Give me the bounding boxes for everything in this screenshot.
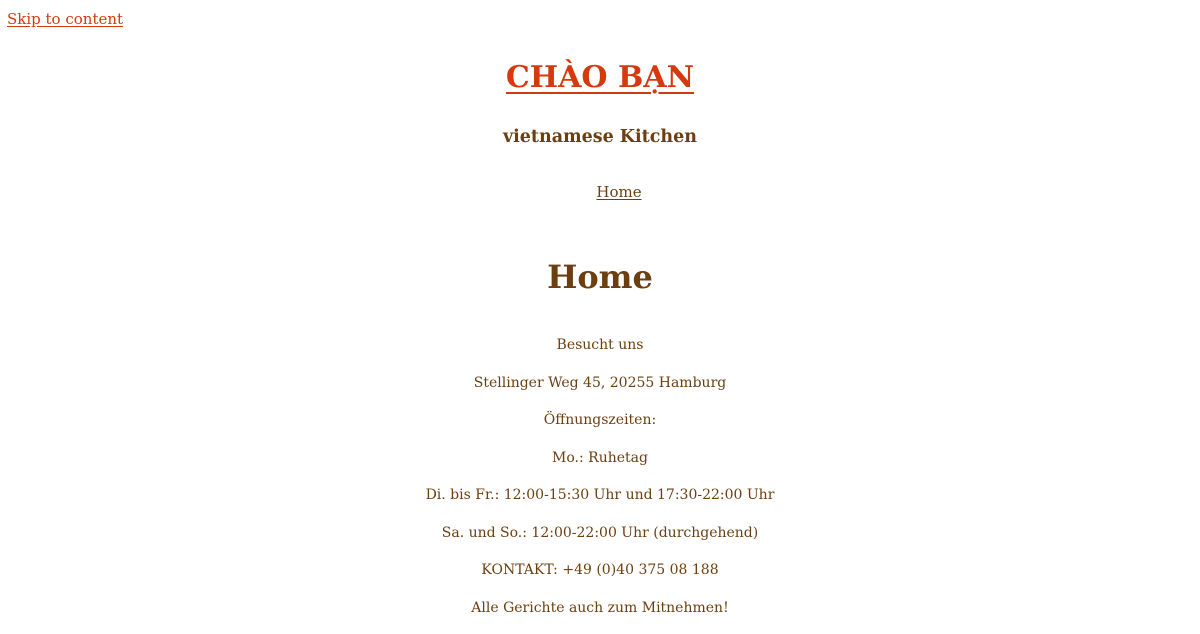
skip-to-content-link[interactable]: Skip to content bbox=[7, 9, 123, 29]
contact-phone: KONTAKT: +49 (0)40 375 08 188 bbox=[0, 559, 1200, 597]
address-text: Stellinger Weg 45, 20255 Hamburg bbox=[0, 372, 1200, 410]
nav-item-home[interactable]: Home bbox=[596, 182, 641, 202]
site-title bbox=[0, 58, 1200, 98]
hours-monday: Mo.: Ruhetag bbox=[0, 447, 1200, 485]
site-tagline: vietnamese Kitchen bbox=[0, 125, 1200, 149]
site-title-link[interactable]: CHÀO BẠN bbox=[506, 60, 694, 95]
hours-tue-fri: Di. bis Fr.: 12:00-15:30 Uhr und 17:30-22:00 Uhr bbox=[0, 484, 1200, 522]
primary-navigation bbox=[0, 182, 1200, 202]
visit-heading: Besucht uns bbox=[0, 334, 1200, 372]
page-title: Home bbox=[0, 256, 1200, 298]
opening-hours-label: Öffnungszeiten: bbox=[0, 409, 1200, 447]
takeaway-note: Alle Gerichte auch zum Mitnehmen! bbox=[0, 597, 1200, 634]
page-body bbox=[0, 334, 1200, 634]
hours-sat-sun: Sa. und So.: 12:00-22:00 Uhr (durchgehend) bbox=[0, 522, 1200, 560]
